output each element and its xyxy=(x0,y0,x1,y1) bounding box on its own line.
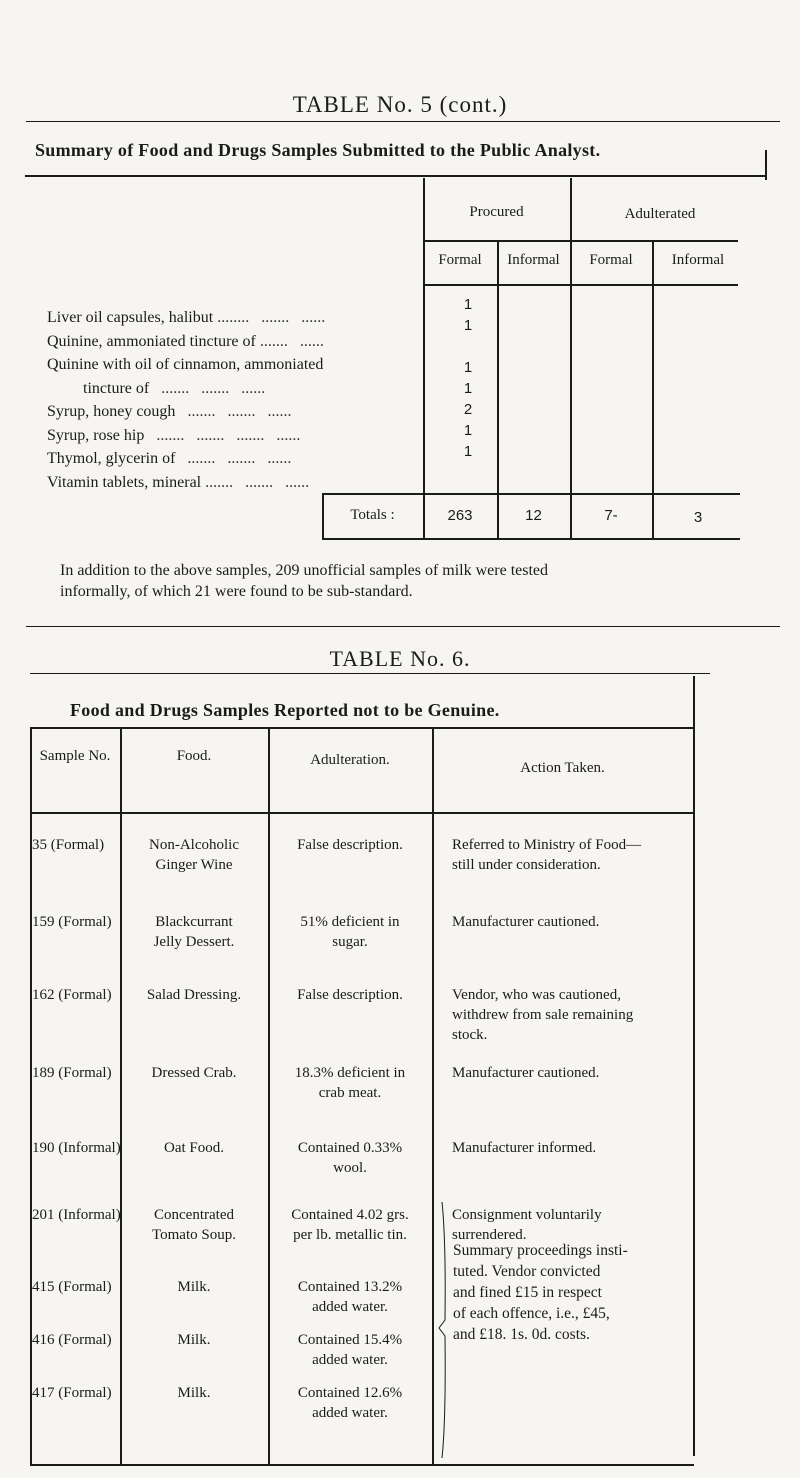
sample-no-cell xyxy=(32,1383,122,1403)
paragraph-line: informally, of which 21 were found to be sub-standard. xyxy=(60,583,413,600)
total-procured-informal: 12 xyxy=(525,507,542,524)
formal-counts xyxy=(448,294,488,462)
table5-right-edge xyxy=(765,150,767,180)
header-formal: Formal xyxy=(438,252,482,268)
adulteration-cell xyxy=(268,1063,432,1103)
header-formal: Formal xyxy=(589,252,633,268)
cell-line: Ginger Wine xyxy=(155,857,233,873)
food-cell xyxy=(120,1205,268,1245)
action-line: of each offence, i.e., £45, xyxy=(453,1305,610,1322)
adulteration-cell xyxy=(268,1330,432,1370)
header-rule xyxy=(30,812,694,814)
cell-line: crab meat. xyxy=(318,1085,382,1101)
cell-line: Contained 12.6% xyxy=(297,1385,403,1401)
count-cell: 1 xyxy=(463,380,473,397)
header-procured: Procured xyxy=(469,204,524,220)
cell-line: added water. xyxy=(312,1299,388,1315)
cell-line: 162 (Formal) xyxy=(32,987,112,1003)
total-procured-formal: 263 xyxy=(447,507,473,524)
cell-line: withdrew from sale remaining xyxy=(452,1007,634,1023)
action-cell xyxy=(452,1063,692,1083)
food-cell xyxy=(120,912,268,952)
table6-top-rule xyxy=(30,727,694,729)
bracket-shape xyxy=(437,1200,451,1460)
cell-line: 189 (Formal) xyxy=(32,1065,112,1081)
cell-line: Vendor, who was cautioned, xyxy=(452,987,621,1003)
count-cell: 1 xyxy=(463,296,473,313)
header-rule xyxy=(423,240,738,242)
sample-no-cell xyxy=(32,1277,122,1297)
cell-line: Dressed Crab. xyxy=(151,1065,237,1081)
cell-line: Consignment voluntarily xyxy=(452,1207,602,1223)
cell-line: Manufacturer cautioned. xyxy=(452,914,600,930)
cell-line: Milk. xyxy=(177,1279,211,1295)
header-informal: Informal xyxy=(671,252,725,268)
action-line: and fined £15 in respect xyxy=(453,1284,602,1301)
action-cell xyxy=(452,912,692,932)
cell-line: stock. xyxy=(452,1027,488,1043)
cell-line: per lb. metallic tin. xyxy=(293,1227,407,1243)
adulteration-cell xyxy=(268,985,432,1005)
divider xyxy=(423,178,425,540)
table5-title: TABLE No. 5 (cont.) xyxy=(292,92,508,117)
food-cell xyxy=(120,1138,268,1158)
cell-line: 35 (Formal) xyxy=(32,837,105,853)
cell-line: Contained 4.02 grs. xyxy=(291,1207,409,1223)
cell-line: 415 (Formal) xyxy=(32,1279,112,1295)
list-item: Quinine with oil of cinnamon, ammoniated xyxy=(47,356,324,373)
cell-line: Oat Food. xyxy=(164,1140,224,1156)
divider xyxy=(432,727,434,1465)
paragraph-line: In addition to the above samples, 209 unofficial samples of milk were tested xyxy=(60,562,549,579)
table5-top-rule xyxy=(25,175,765,177)
adulteration-cell xyxy=(268,1138,432,1178)
sample-no-cell xyxy=(32,835,122,855)
milk-action-text xyxy=(453,1240,693,1345)
cell-line: Tomato Soup. xyxy=(152,1227,236,1243)
table6-subtitle: Food and Drugs Samples Reported not to be Genuine. xyxy=(70,700,500,720)
total-adulterated-informal: 3 xyxy=(693,509,703,526)
adulteration-cell xyxy=(268,1277,432,1317)
adulteration-cell xyxy=(268,1205,432,1245)
cell-line: 201 (Informal) xyxy=(32,1207,121,1223)
list-item: Syrup, rose hip ....... ....... ....... ...... xyxy=(47,426,301,444)
item-list xyxy=(47,306,325,494)
cell-line: Referred to Ministry of Food— xyxy=(452,837,642,853)
adulteration-cell xyxy=(268,1383,432,1423)
header-sample-no: Sample No. xyxy=(39,748,111,764)
count-cell: 1 xyxy=(463,443,473,460)
table6-right-edge xyxy=(693,676,695,1456)
cell-line: Blackcurrant xyxy=(155,914,233,930)
header-adulteration: Adulteration. xyxy=(310,752,390,768)
header-food: Food. xyxy=(176,748,212,764)
totals-top-rule xyxy=(322,493,740,495)
total-adulterated-formal: 7- xyxy=(604,507,618,524)
cell-line: 159 (Formal) xyxy=(32,914,112,930)
cell-line: 416 (Formal) xyxy=(32,1332,112,1348)
list-item: Thymol, glycerin of ....... ....... ...... xyxy=(47,450,292,467)
cell-line: sugar. xyxy=(332,934,368,950)
totals-label: Totals : xyxy=(350,507,395,523)
cell-line: Jelly Dessert. xyxy=(153,934,235,950)
totals-bottom-rule xyxy=(322,538,740,540)
count-cell xyxy=(448,336,488,357)
cell-line: Manufacturer cautioned. xyxy=(452,1065,600,1081)
list-item: tincture of ....... ....... ...... xyxy=(83,379,266,397)
adulteration-cell xyxy=(268,912,432,952)
cell-line: Non-Alcoholic xyxy=(149,837,239,853)
header-adulterated: Adulterated xyxy=(624,206,696,222)
action-line: Summary proceedings insti- xyxy=(453,1242,628,1259)
header-action: Action Taken. xyxy=(520,760,605,776)
cell-line: Contained 0.33% xyxy=(297,1140,403,1156)
cell-line: False description. xyxy=(297,837,403,853)
cell-line: Manufacturer informed. xyxy=(452,1140,597,1156)
cell-line: 417 (Formal) xyxy=(32,1385,112,1401)
note-paragraph xyxy=(60,560,760,602)
food-cell xyxy=(120,1330,268,1350)
action-cell xyxy=(452,1138,692,1158)
action-line: tuted. Vendor convicted xyxy=(453,1263,601,1280)
cell-line: Salad Dressing. xyxy=(146,987,242,1003)
count-cell: 1 xyxy=(463,317,473,334)
cell-line: 18.3% deficient in xyxy=(294,1065,406,1081)
action-cell xyxy=(452,835,692,875)
sample-no-cell xyxy=(32,1330,122,1350)
sample-no-cell xyxy=(32,1063,122,1083)
sample-no-cell xyxy=(32,912,122,932)
cell-line: added water. xyxy=(312,1405,388,1421)
cell-line: 190 (Informal) xyxy=(32,1140,121,1156)
cell-line: Contained 15.4% xyxy=(297,1332,403,1348)
section-rule xyxy=(26,626,780,627)
food-cell xyxy=(120,1277,268,1297)
count-cell: 1 xyxy=(463,422,473,439)
action-cell xyxy=(452,1205,692,1245)
food-cell xyxy=(120,1063,268,1083)
cell-line: Contained 13.2% xyxy=(297,1279,403,1295)
action-cell xyxy=(452,985,692,1045)
header-informal: Informal xyxy=(507,252,560,268)
cell-line: wool. xyxy=(333,1160,367,1176)
count-cell: 2 xyxy=(463,401,473,418)
action-line: and £18. 1s. 0d. costs. xyxy=(453,1326,590,1343)
list-item: Quinine, ammoniated tincture of ....... ...... xyxy=(47,332,324,350)
table5-subtitle: Summary of Food and Drugs Samples Submitted to the Public Analyst. xyxy=(35,140,601,160)
cell-line: added water. xyxy=(312,1352,388,1368)
sample-no-cell xyxy=(32,985,122,1005)
list-item: Liver oil capsules, halibut ........ ....... ...... xyxy=(47,309,326,326)
count-cell: 1 xyxy=(463,359,473,376)
title-rule xyxy=(26,121,780,122)
cell-line: surrendered. xyxy=(452,1227,527,1243)
table6-bottom-rule xyxy=(30,1464,694,1466)
sample-no-cell xyxy=(32,1205,122,1225)
table6-title: TABLE No. 6. xyxy=(329,646,471,671)
cell-line: 51% deficient in xyxy=(300,914,400,930)
divider xyxy=(570,178,572,540)
food-cell xyxy=(120,1383,268,1403)
cell-line: Milk. xyxy=(177,1385,211,1401)
cell-line: Milk. xyxy=(177,1332,211,1348)
header-rule xyxy=(423,284,738,286)
list-item: Syrup, honey cough ....... ....... ...... xyxy=(47,403,292,420)
food-cell xyxy=(120,835,268,875)
list-item: Vitamin tablets, mineral ....... ....... ...... xyxy=(47,473,310,491)
cell-line: False description. xyxy=(297,987,403,1003)
adulteration-cell xyxy=(268,835,432,855)
food-cell xyxy=(120,985,268,1005)
cell-line: still under consideration. xyxy=(452,857,601,873)
cell-line: Concentrated xyxy=(154,1207,234,1223)
sample-no-cell xyxy=(32,1138,122,1158)
title-rule xyxy=(30,673,710,674)
